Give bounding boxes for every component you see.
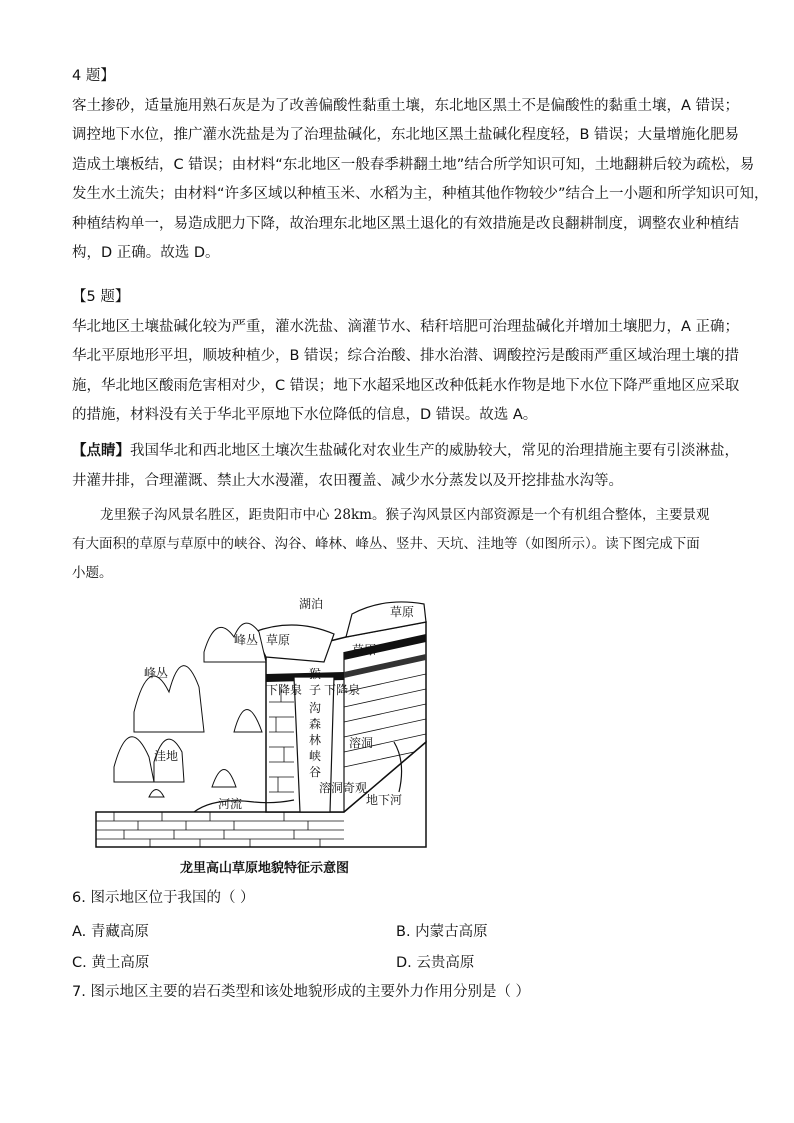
comment-text-1: 我国华北和西北地区土壤次生盐碱化对农业生产的威胁较大，常见的治理措施主要有引淡淋盐， [130, 443, 739, 459]
label-xia: 峡 [309, 749, 322, 763]
q6-option-b[interactable]: B. 内蒙古高原 [396, 924, 488, 940]
q6-option-c[interactable]: C. 黄土高原 [72, 955, 150, 971]
comment-label: 【点睛】 [72, 443, 130, 459]
q6-block [72, 884, 732, 914]
label-cave: 溶洞 [349, 736, 374, 750]
q4-explanation [72, 62, 769, 269]
comment-line-1 [72, 437, 739, 467]
landform-diagram [94, 592, 444, 874]
label-lin: 林 [309, 733, 322, 747]
material-line-1: 龙里猴子沟风景名胜区，距贵阳市中心 28km。猴子沟风景区内部资源是一个有机组合整体，主要景观 [100, 507, 710, 523]
label-cave-wonder: 溶洞奇观 [319, 781, 368, 795]
q4-line-6: 构，D 正确。故选 D。 [72, 245, 220, 261]
q4-line-1: 客土掺砂，适量施用熟石灰是为了改善偏酸性黏重土壤，东北地区黑土不是偏酸性的黏重土壤，A 错误； [72, 97, 740, 114]
q7-block [72, 978, 732, 1008]
material-line-3: 小题。 [72, 565, 113, 581]
q5-line-2: 华北平原地形平坦，顺坡种植少，B 错误；综合治酸、排水治潜、调酸控污是酸雨严重区域治理土壤的措 [72, 348, 740, 364]
label-underground-river: 地下河 [366, 793, 403, 807]
q4-line-2: 调控地下水位，推广灌水洗盐是为了治理盐碱化，东北地区黑土盐碱化程度轻，B 错误；大量增施化肥易 [72, 127, 740, 143]
landform-figure [94, 592, 444, 874]
q7-stem: 7. 图示地区主要的岩石类型和该处地貌形成的主要外力作用分别是（ ） [72, 984, 531, 1000]
label-river: 河流 [218, 797, 243, 811]
label-spring-left: 下降泉 [266, 683, 303, 697]
q5-explanation [72, 283, 740, 431]
q4-line-5: 种植结构单一，易造成肥力下降，故治理东北地区黑土退化的有效措施是改良翻耕制度，调整农业种植结 [72, 215, 739, 232]
q6-option-a[interactable]: A. 青藏高原 [72, 924, 149, 940]
label-grass-left: 草原 [266, 633, 291, 647]
label-grass-top-right: 草原 [390, 605, 415, 619]
q5-heading: 【5 题】 [72, 289, 130, 305]
q4-line-4: 发生水土流失；由材料“许多区域以种植玉米、水稻为主，种植其他作物较少”结合上一小题和所学知识可知， [72, 186, 769, 202]
q4-line-3: 造成土壤板结，C 错误；由材料“东北地区一般春季耕翻土地”结合所学知识可知，土地翻耕后较为疏松，易 [72, 156, 755, 173]
comment-line-2: 井灌井排，合理灌溉、禁止大水漫灌，农田覆盖、减少水分蒸发以及开挖排盐水沟等。 [72, 472, 623, 489]
comment-block [72, 437, 739, 496]
material-line-2: 有大面积的草原与草原中的峡谷、沟谷、峰林、峰丛、竖井、天坑、洼地等（如图所示）。读下图完成下面 [72, 536, 700, 552]
figure-caption: 龙里高山草原地貌特征示意图 [180, 861, 350, 874]
q4-heading: 4 题】 [72, 68, 115, 84]
label-fengcong-left: 峰丛 [144, 666, 169, 680]
q5-line-1: 华北地区土壤盐碱化较为严重，灌水洗盐、滴灌节水、秸秆培肥可治理盐碱化并增加土壤肥力，A 正确； [72, 318, 740, 335]
q6-option-d[interactable]: D. 云贵高原 [396, 955, 475, 971]
material-block [72, 501, 732, 588]
q5-line-4: 的措施，材料没有关于华北平原地下水位降低的信息，D 错误。故选 A。 [72, 407, 538, 423]
label-lake: 湖泊 [299, 597, 324, 611]
label-monkey: 猴 [309, 667, 322, 681]
label-zi: 子 [309, 683, 322, 697]
q5-line-3: 施，华北地区酸雨危害相对少，C 错误；地下水超采地区改种低耗水作物是地下水位下降严重地区应采取 [72, 377, 740, 394]
label-fengcong-top: 峰丛 [234, 633, 259, 647]
q6-stem: 6. 图示地区位于我国的（ ） [72, 890, 255, 906]
label-spring-right: 下降泉 [324, 683, 361, 697]
label-depression: 洼地 [154, 749, 179, 763]
label-gu: 谷 [309, 765, 322, 779]
label-sen: 森 [309, 717, 322, 731]
label-grass-plateau: 草原 [352, 643, 377, 657]
label-gou: 沟 [309, 701, 322, 715]
